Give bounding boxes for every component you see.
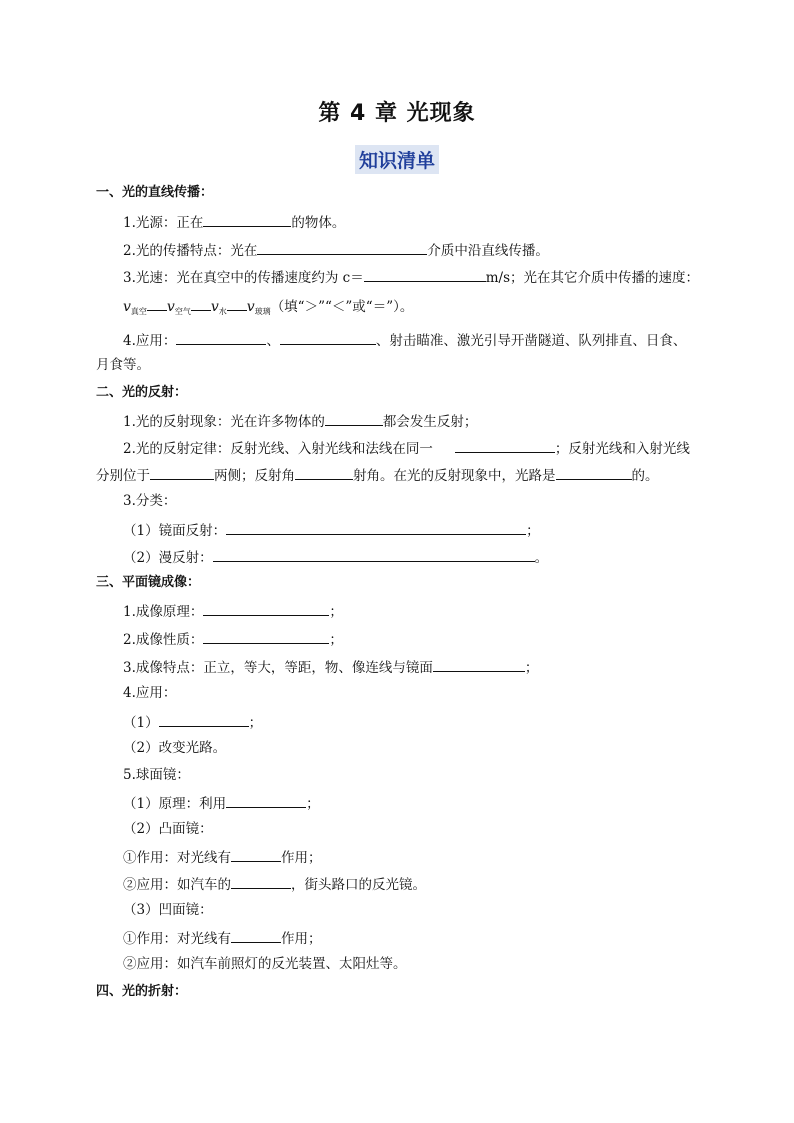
blank-field[interactable] <box>364 267 486 282</box>
s2-line-2-cont: 分别位于 两侧；反射角 射角。在光的反射现象中，光路是 的。 <box>96 465 659 483</box>
blank-field[interactable] <box>433 657 525 672</box>
s1-line-1: 1.光源：正在 的物体。 <box>123 212 345 230</box>
blank-field[interactable] <box>231 847 281 862</box>
s2-specular: （1）镜面反射： ； <box>123 520 540 538</box>
section-heading-3: 三、平面镜成像： <box>96 575 201 590</box>
s3-convex: （2）凸面镜： <box>123 821 213 837</box>
s2-line-3: 3.分类： <box>123 493 177 509</box>
s2-line-2: 2.光的反射定律：反射光线、入射光线和法线在同一 ；反射光线和入射光线 <box>123 438 690 456</box>
blank-field[interactable] <box>455 438 555 453</box>
blank-field[interactable] <box>231 874 291 889</box>
s3-principle: （1）原理：利用 ； <box>123 793 320 811</box>
s1-line-4: 4.应用： 、 、射击瞄准、激光引导开凿隧道、队列排直、日食、 <box>123 330 686 348</box>
s3-line-5: 5.球面镜： <box>123 767 190 783</box>
page-title: 第 4 章 光现象 <box>318 101 476 126</box>
s3-convex-use: ②应用：如汽车的 ，街头路口的反光镜。 <box>123 874 426 892</box>
blank-field[interactable] <box>556 465 632 480</box>
blank-field[interactable] <box>159 712 249 727</box>
s1-line-4-cont: 月食等。 <box>96 357 150 373</box>
s2-diffuse: （2）漫反射： 。 <box>123 547 548 565</box>
blank-field[interactable] <box>231 928 281 943</box>
blank-field[interactable] <box>280 330 376 345</box>
blank-field[interactable] <box>295 465 353 480</box>
s3-line-1: 1.成像原理： ； <box>123 601 343 619</box>
s1-line-2: 2.光的传播特点：光在 介质中沿直线传播。 <box>123 240 549 258</box>
s3-app-2: （2）改变光路。 <box>123 740 227 756</box>
blank-field[interactable] <box>150 465 214 480</box>
section-heading-4: 四、光的折射： <box>96 984 188 999</box>
s3-concave-effect: ①作用：对光线有 作用； <box>123 928 322 946</box>
s1-speed-compare: $v_{真空}$ $v_{空气}$ $v_水$ $v_{玻璃}$（填“＞”“＜”或“＝”）。 <box>123 296 413 314</box>
section-subtitle: 知识清单 <box>355 145 439 174</box>
blank-field[interactable] <box>203 601 329 616</box>
blank-field[interactable] <box>325 411 383 426</box>
s3-line-3: 3.成像特点：正立，等大，等距，物、像连线与镜面 ； <box>123 657 538 675</box>
blank-field[interactable] <box>147 296 167 311</box>
section-heading-2: 二、光的反射： <box>96 385 188 400</box>
blank-field[interactable] <box>203 212 291 227</box>
s3-concave: （3）凹面镜： <box>123 902 213 918</box>
blank-field[interactable] <box>227 296 247 311</box>
s3-concave-use: ②应用：如汽车前照灯的反光装置、太阳灶等。 <box>123 956 407 972</box>
blank-field[interactable] <box>257 240 427 255</box>
s3-app-1: （1） ； <box>123 712 262 730</box>
blank-field[interactable] <box>226 520 526 535</box>
s3-line-2: 2.成像性质： ； <box>123 629 343 647</box>
s1-line-3: 3.光速：光在真空中的传播速度约为 c＝ m/s；光在其它介质中传播的速度： <box>123 267 699 285</box>
blank-field[interactable] <box>203 629 329 644</box>
s3-line-4: 4.应用： <box>123 685 177 701</box>
section-heading-1: 一、光的直线传播： <box>96 185 214 200</box>
blank-field[interactable] <box>213 547 535 562</box>
blank-field[interactable] <box>191 296 211 311</box>
blank-field[interactable] <box>176 330 266 345</box>
s3-convex-effect: ①作用：对光线有 作用； <box>123 847 322 865</box>
blank-field[interactable] <box>226 793 306 808</box>
s2-line-1: 1.光的反射现象：光在许多物体的 都会发生反射； <box>123 411 477 429</box>
